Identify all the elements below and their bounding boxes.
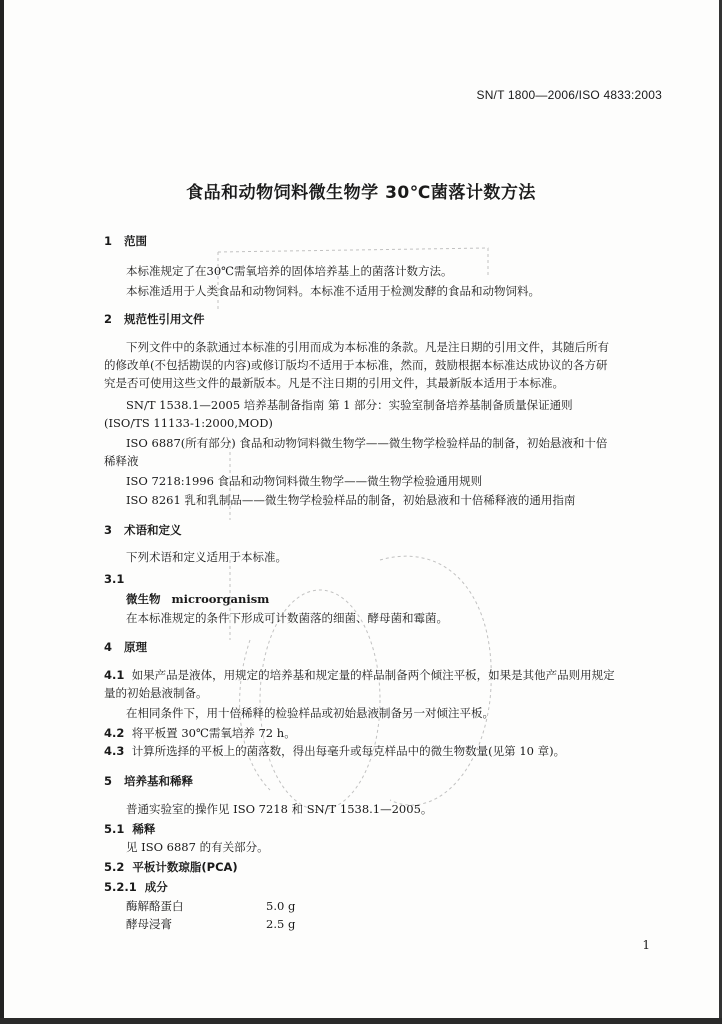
clause-number: 5.2.1 xyxy=(104,880,137,894)
paragraph-4-1 xyxy=(104,668,615,682)
clause-title: 成分 xyxy=(144,880,168,894)
paragraph: 见 ISO 6887 的有关部分。 xyxy=(126,840,269,854)
document-title: 食品和动物饲料微生物学 30℃菌落计数方法 xyxy=(186,183,536,203)
section-title: 术语和定义 xyxy=(124,523,182,537)
clause-number: 5.1 xyxy=(104,822,125,836)
ingredient-name: 酶解酪蛋白 xyxy=(126,899,184,913)
clause-text: 将平板置 30℃需氧培养 72 h。 xyxy=(131,726,296,740)
paragraph: 下列文件中的条款通过本标准的引用而成为本标准的条款。凡是注日期的引用文件，其随后所有 xyxy=(126,340,609,354)
section-2-heading xyxy=(104,312,205,326)
subsection-5-2 xyxy=(104,860,238,874)
section-number: 2 xyxy=(104,312,113,326)
clause-title: 稀释 xyxy=(132,822,156,836)
section-title: 培养基和稀释 xyxy=(124,774,194,788)
section-title: 范围 xyxy=(124,234,148,248)
paragraph: 在相同条件下，用十倍稀释的检验样品或初始悬液制备另一对倾注平板。 xyxy=(126,706,494,720)
reference-item: 稀释液 xyxy=(104,454,139,468)
paragraph: 究是否可使用这些文件的最新版本。凡是不注日期的引用文件，其最新版本适用于本标准。 xyxy=(104,376,564,390)
clause-text: 如果产品是液体，用规定的培养基和规定量的样品制备两个倾注平板，如果是其他产品则用规定 xyxy=(131,668,615,682)
section-number: 4 xyxy=(104,640,113,654)
term-english: microorganism xyxy=(171,592,270,606)
scan-edge-left xyxy=(0,0,4,1024)
clause-number: 4.2 xyxy=(104,726,125,740)
clause-number: 4.1 xyxy=(104,668,125,682)
section-4-heading xyxy=(104,640,147,654)
ingredient-amount: 2.5 g xyxy=(266,917,296,931)
term-chinese: 微生物 xyxy=(126,592,161,606)
reference-item: (ISO/TS 11133-1:2000,MOD) xyxy=(104,416,273,430)
scan-edge-bottom xyxy=(0,1018,722,1024)
section-1-heading xyxy=(104,234,147,248)
term-entry xyxy=(126,592,269,606)
section-number: 3 xyxy=(104,523,113,537)
clause-title: 平板计数琼脂(PCA) xyxy=(132,860,238,874)
clause-number: 5.2 xyxy=(104,860,125,874)
ingredient-amount: 5.0 g xyxy=(266,899,296,913)
reference-item: ISO 7218:1996 食品和动物饲料微生物学——微生物学检验通用规则 xyxy=(126,474,483,488)
paragraph: 本标准适用于人类食品和动物饲料。本标准不适用于检测发酵的食品和动物饲料。 xyxy=(126,284,540,298)
subsection-5-1 xyxy=(104,822,155,836)
paragraph: 本标准规定了在30℃需氧培养的固体培养基上的菌落计数方法。 xyxy=(126,264,453,278)
section-3-heading xyxy=(104,523,182,537)
section-5-heading xyxy=(104,774,193,788)
term-definition: 在本标准规定的条件下形成可计数菌落的细菌、酵母菌和霉菌。 xyxy=(126,611,448,625)
reference-item: ISO 6887(所有部分) 食品和动物饲料微生物学——微生物学检验样品的制备，初始悬液和十倍 xyxy=(126,436,608,450)
paragraph-4-3 xyxy=(104,744,565,758)
ingredient-name: 酵母浸膏 xyxy=(126,917,172,931)
reference-item: SN/T 1538.1—2005 培养基制备指南 第 1 部分：实验室制备培养基制备质量保证通则 xyxy=(126,398,573,412)
page-number: 1 xyxy=(642,938,650,952)
standard-code: SN/T 1800—2006/ISO 4833:2003 xyxy=(476,88,662,102)
reference-item: ISO 8261 乳和乳制品——微生物学检验样品的制备，初始悬液和十倍稀释液的通用指南 xyxy=(126,493,576,507)
clause-number: 4.3 xyxy=(104,744,125,758)
section-title: 规范性引用文件 xyxy=(124,312,205,326)
paragraph: 的修改单(不包括勘误的内容)或修订版均不适用于本标准，然而，鼓励根据本标准达成协议的各方研 xyxy=(104,358,608,372)
paragraph: 普通实验室的操作见 ISO 7218 和 SN/T 1538.1—2005。 xyxy=(126,802,433,816)
paragraph: 量的初始悬液制备。 xyxy=(104,686,208,700)
section-title: 原理 xyxy=(124,640,148,654)
subsection-number: 3.1 xyxy=(104,572,125,586)
clause-text: 计算所选择的平板上的菌落数，得出每毫升或每克样品中的微生物数量(见第 10 章)。 xyxy=(131,744,566,758)
section-number: 1 xyxy=(104,234,113,248)
subsection-5-2-1 xyxy=(104,880,168,894)
paragraph-4-2 xyxy=(104,726,296,740)
paragraph: 下列术语和定义适用于本标准。 xyxy=(126,550,287,564)
section-number: 5 xyxy=(104,774,113,788)
